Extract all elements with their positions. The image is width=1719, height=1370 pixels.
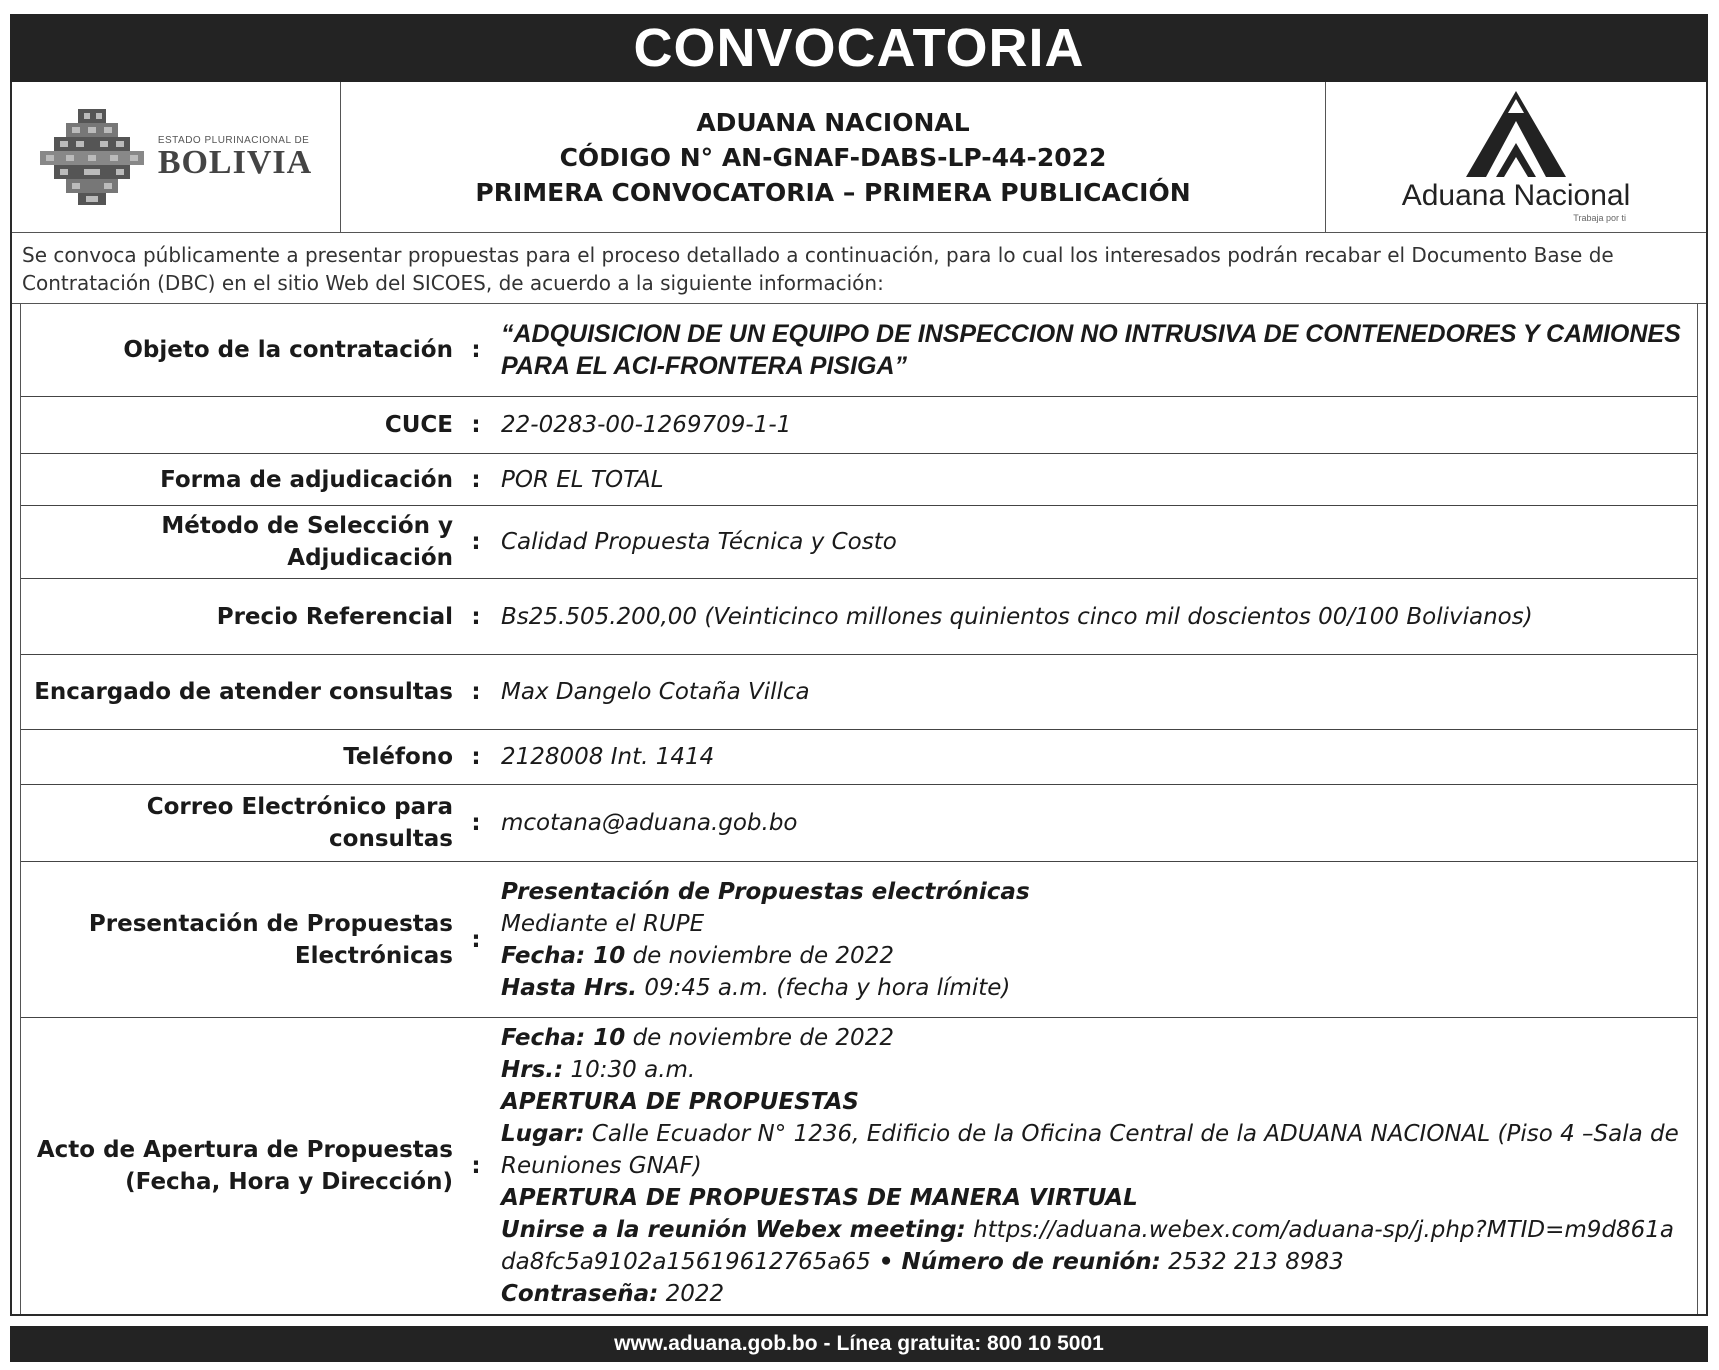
row-colon: :: [471, 603, 481, 630]
encargado-value: Max Dangelo Cotaña Villca: [501, 679, 810, 705]
row-label: Teléfono: [343, 744, 453, 770]
row-value: [491, 655, 1697, 729]
bullet-separator: •: [870, 1249, 902, 1275]
row-metodo: [21, 506, 1697, 579]
notice-frame: [10, 82, 1708, 1316]
row-colon: :: [471, 810, 481, 836]
row-telefono: [21, 730, 1697, 785]
row-presentacion: [21, 862, 1697, 1018]
row-encargado: [21, 655, 1697, 730]
row-correo: [21, 785, 1697, 862]
row-value: [491, 397, 1697, 453]
apertura-lugar-label: Lugar:: [501, 1121, 585, 1147]
header: [12, 82, 1706, 233]
apertura-fecha-value: de noviembre de 2022: [625, 1025, 894, 1051]
row-value: [491, 579, 1697, 654]
cuce-value: 22-0283-00-1269709-1-1: [501, 412, 792, 438]
reunion-value: 2532 213 8983: [1160, 1249, 1344, 1275]
apertura-lugar-value: Calle Ecuador N° 1236, Edificio de la Oficina Central de la ADUANA NACIONAL (Piso 4 –Sala de Reuniones GNAF): [501, 1121, 1679, 1179]
row-colon: :: [471, 926, 481, 953]
bolivia-emblem-icon: [40, 109, 144, 205]
row-value: [491, 454, 1697, 505]
correo-link[interactable]: mcotana@aduana.gob.bo: [501, 810, 798, 836]
apertura-heading: APERTURA DE PROPUESTAS: [501, 1089, 859, 1115]
apertura-hrs-value: 10:30 a.m.: [563, 1057, 696, 1083]
precio-value: Bs25.505.200,00 (Veinticinco millones quinientos cinco mil doscientos 00/100 Bolivianos): [501, 603, 1533, 630]
presentacion-medio: Mediante el RUPE: [501, 910, 705, 937]
aduana-logo-name: Aduana Nacional: [1401, 179, 1631, 212]
bolivia-logo: [40, 109, 312, 205]
row-value: [491, 862, 1697, 1017]
footer-bar: [10, 1326, 1708, 1362]
banner-title: CONVOCATORIA: [10, 14, 1708, 82]
row-colon: :: [471, 529, 481, 555]
telefono-value: 2128008 Int. 1414: [501, 744, 715, 770]
webex-label: Unirse a la reunión Webex meeting:: [501, 1217, 966, 1243]
intro-paragraph: Se convoca públicamente a presentar propuestas para el proceso detallado a continuación, para lo cual los interesados podrán recabar el Documento Base de Contratación (DBC) en el sitio Web del SICOES, de acuerdo a la siguiente información:: [12, 233, 1706, 304]
bolivia-subtitle: ESTADO PLURINACIONAL DE: [157, 134, 310, 146]
convocatoria-page: [10, 14, 1708, 1362]
row-colon: :: [471, 679, 481, 705]
row-label: Encargado de atender consultas: [34, 679, 453, 705]
presentacion-heading: Presentación de Propuestas electrónicas: [501, 878, 1030, 905]
presentacion-fecha-value: de noviembre de 2022: [625, 942, 894, 969]
row-value: [491, 506, 1697, 578]
footer-website[interactable]: www.aduana.gob.bo: [614, 1332, 818, 1355]
row-label: Acto de Apertura de Propuestas (Fecha, Hora y Dirección): [36, 1137, 453, 1195]
webex-link[interactable]: https://aduana.webex.com/aduana-sp/j.php?MTID=m9d861ada8fc5a9102a15619612765a65: [501, 1217, 1675, 1275]
presentacion-hasta-label: Hasta Hrs.: [501, 974, 638, 1001]
header-title-block: [341, 82, 1326, 232]
forma-value: POR EL TOTAL: [501, 466, 664, 493]
presentacion-fecha-label: Fecha: 10: [501, 942, 626, 969]
row-label: Precio Referencial: [216, 603, 453, 630]
apertura-fecha-label: Fecha: 10: [501, 1025, 626, 1051]
row-value: [491, 730, 1697, 784]
process-code: CÓDIGO N° AN-GNAF-DABS-LP-44-2022: [559, 142, 1107, 172]
presentacion-hasta-value: 09:45 a.m. (fecha y hora límite): [637, 974, 1011, 1001]
password-value: 2022: [658, 1281, 725, 1307]
row-apertura: [21, 1018, 1697, 1314]
row-label: Correo Electrónico para consultas: [146, 794, 453, 852]
row-colon: :: [471, 744, 481, 770]
row-label: Forma de adjudicación: [160, 466, 453, 493]
row-colon: :: [471, 412, 481, 438]
row-value: [491, 785, 1697, 861]
bolivia-title: BOLIVIA: [157, 143, 313, 181]
bolivia-logo-cell: [12, 82, 341, 232]
row-forma: [21, 454, 1697, 506]
aduana-logo-tagline: Trabaja por ti: [1573, 213, 1626, 223]
row-cuce: [21, 397, 1697, 454]
org-name: ADUANA NACIONAL: [696, 107, 970, 137]
footer-separator: -: [823, 1332, 831, 1355]
row-objeto: [21, 304, 1697, 397]
publication-edition: PRIMERA CONVOCATORIA – PRIMERA PUBLICACIÓN: [475, 177, 1191, 207]
footer-hotline: Línea gratuita: 800 10 5001: [836, 1332, 1104, 1355]
apertura-virtual-heading: APERTURA DE PROPUESTAS DE MANERA VIRTUAL: [501, 1185, 1138, 1211]
objeto-value: “ADQUISICION DE UN EQUIPO DE INSPECCION NO INTRUSIVA DE CONTENEDORES Y CAMIONES PARA EL ACI-FRONTERA PISIGA”: [501, 320, 1681, 380]
reunion-label: Número de reunión:: [901, 1249, 1161, 1275]
apertura-hrs-label: Hrs.:: [501, 1057, 564, 1083]
row-colon: :: [471, 1153, 481, 1179]
bolivia-wordmark: [158, 135, 312, 180]
row-precio: [21, 579, 1697, 655]
row-label: CUCE: [384, 412, 453, 438]
row-label: Presentación de Propuestas Electrónicas: [88, 910, 453, 969]
metodo-value: Calidad Propuesta Técnica y Costo: [501, 529, 897, 555]
aduana-logo-icon: [1466, 91, 1566, 177]
details-table: [20, 304, 1698, 1314]
row-colon: :: [471, 466, 481, 493]
aduana-logo-cell: [1326, 82, 1706, 232]
row-label: Método de Selección y Adjudicación: [161, 513, 453, 571]
row-label: Objeto de la contratación: [123, 337, 453, 363]
row-colon: :: [471, 337, 481, 363]
row-value: [491, 304, 1697, 396]
row-value: [491, 1018, 1697, 1314]
password-label: Contraseña:: [501, 1281, 659, 1307]
